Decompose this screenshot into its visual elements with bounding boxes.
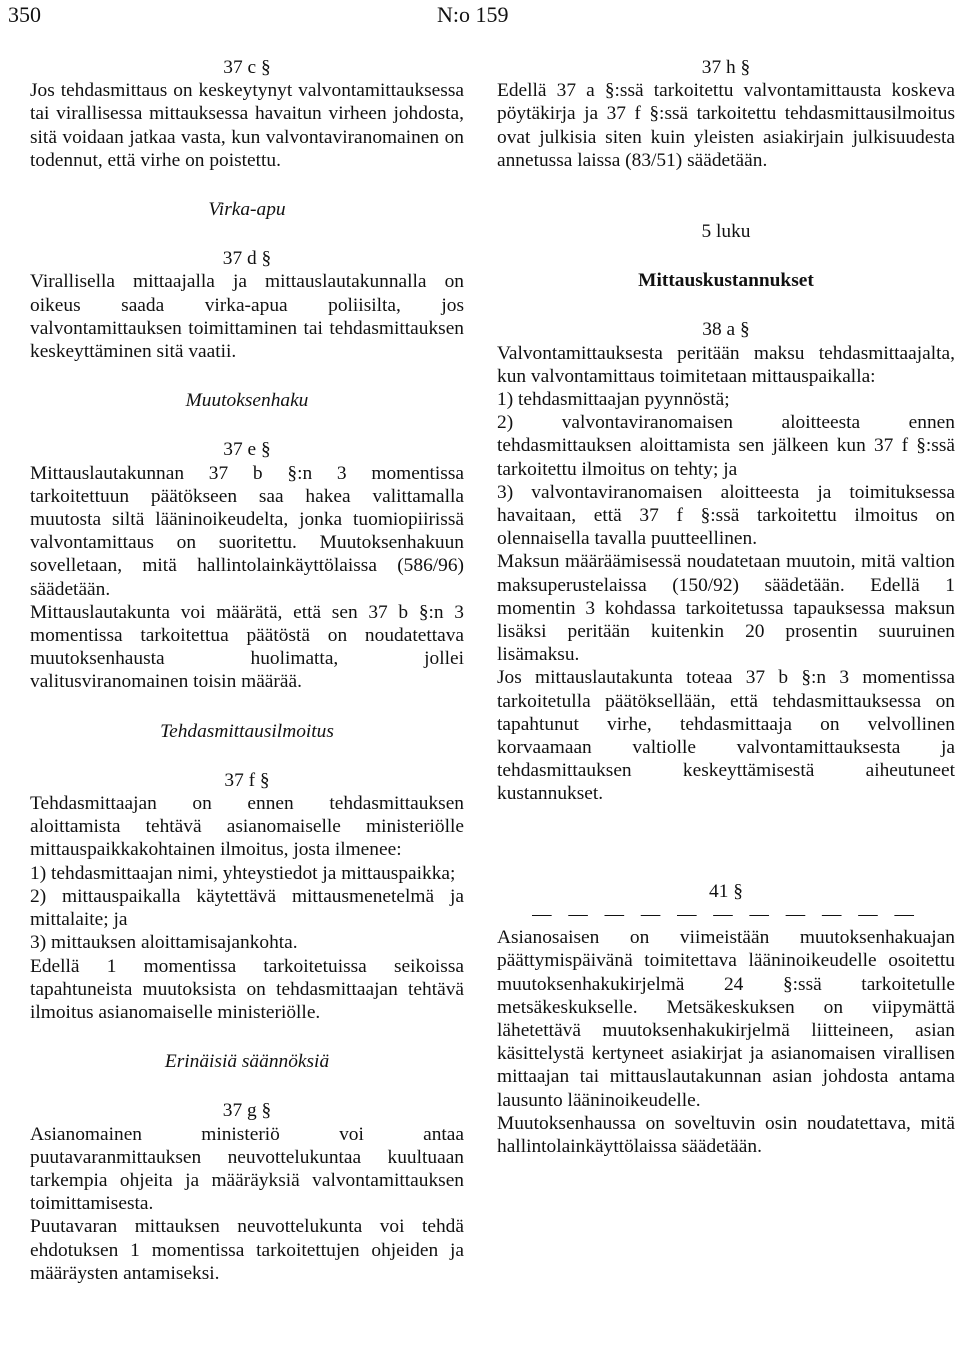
section-37g-paragraph-2: Puutavaran mittauksen neuvottelukunta voi tehdä ehdotuksen 1 momentissa tarkoitettujen ohjeiden ja määräysten antamiseksi. bbox=[30, 1216, 464, 1284]
section-number-38a: 38 a § bbox=[702, 319, 750, 341]
section-number-37d: 37 d § bbox=[222, 248, 272, 270]
section-37g-paragraph-1: Asianomainen ministeriö voi antaa puutavaranmittauksen neuvottelukuntaa kuultuaan tarkempia ohjeita ja määräyksiä valvontamittauksen toimittamisesta. bbox=[30, 1123, 464, 1215]
section-number-37c: 37 c § bbox=[223, 57, 271, 78]
section-41-paragraph-1: Asianosaisen on viimeistään muutoksenhakuajan päättymispäivänä toimitettava lääninoikeudelle osoitettu muutoksenhakukirjelmä 24 §:ssä tarkoitetulle metsäkeskukselle. Metsäkeskuksen on viipymättä lähetettävä muutoksenhakukirjelmä liitteineen, asian käsittelystä kertyneet asiakirjat ja asianomaisen virallisen mittaajan tai mittauslautakunnan asian johdosta antama lausunto lääninoikeudelle. bbox=[497, 927, 955, 1111]
issue-number: N:o 159 bbox=[437, 2, 509, 27]
section-37f-item-2: 2) mittauspaikalla käytettävä mittausmenetelmä ja mittalaite; ja bbox=[30, 885, 464, 931]
section-37f-paragraph-2: Edellä 1 momentissa tarkoitetuissa seikoissa tapahtuneista muutoksista on tehdasmittaajan tehtävä ilmoitus asianomaiselle ministeriölle. bbox=[30, 955, 464, 1023]
section-41-paragraph-2: Muutoksenhaussa on soveltuvin osin noudatettava, mitä hallintolainkäyttölaissa säädetään. bbox=[497, 1112, 955, 1157]
section-number-41: 41 § bbox=[709, 880, 743, 902]
chapter-number: 5 luku bbox=[701, 221, 751, 243]
section-37e-paragraph-1: Mittauslautakunnan 37 b §:n 3 momentissa tarkoitettuun päätökseen saa hakea valittamalla muutosta siltä lääninoikeudelta, jonka tuomiopiirissä valvontamittaus on suoritettu. Muutoksenhakuun sovelletaan, mitä hallintolainkäyttölaissa (586/96) säädetään. bbox=[30, 462, 464, 600]
section-number-37f: 37 f § bbox=[224, 769, 270, 791]
section-38a-item-2: 2) valvontaviranomaisen aloitteesta ennen tehdasmittauksen aloittamista sen jälkeen kun 37 f §:ssä tarkoitettu ilmoitus on tehty; ja bbox=[497, 412, 955, 480]
section-number-37e: 37 e § bbox=[223, 439, 271, 461]
section-number-37g: 37 g § bbox=[222, 1100, 272, 1122]
heading-muutoksenhaku: Muutoksenhaku bbox=[185, 390, 309, 412]
heading-erinaisia-saannoksia: Erinäisiä säännöksiä bbox=[164, 1051, 330, 1073]
section-37h-text: Edellä 37 a §:ssä tarkoitettu valvontamittausta koskeva pöytäkirja ja 37 f §:ssä tarkoitettu tehdasmittausilmoitus ovat julkisia siten kuin yleisten asiakirjain julkisuudesta annetussa laissa (83/51) säädetään. bbox=[497, 80, 955, 171]
page-number: 350 bbox=[8, 2, 41, 27]
section-37f-item-1: 1) tehdasmittaajan nimi, yhteystiedot ja mittauspaikka; bbox=[30, 862, 456, 884]
heading-virka-apu: Virka-apu bbox=[208, 199, 286, 221]
left-column bbox=[30, 56, 464, 1285]
section-37f-paragraph-1: Tehdasmittaajan on ennen tehdasmittauksen aloittamista tehtävä asianomaiselle ministeriölle mittauspaikkakohtainen ilmoitus, josta ilmenee: bbox=[30, 793, 464, 861]
section-37d-text: Virallisella mittaajalla ja mittauslautakunnalla on oikeus saada virka-apua poliisilta, jos valvontamittauksen toimittaminen tai tehdasmittauksen keskeyttäminen sitä vaatii. bbox=[30, 271, 464, 363]
section-38a-paragraph-1: Valvontamittauksesta peritään maksu tehdasmittaajalta, kun valvontamittaus toimitetaan mittauspaikalla: bbox=[497, 342, 955, 387]
heading-tehdasmittausilmoitus: Tehdasmittausilmoitus bbox=[160, 720, 334, 742]
section-number-37h: 37 h § bbox=[701, 57, 751, 78]
right-column bbox=[497, 56, 955, 1158]
section-37e-paragraph-2: Mittauslautakunta voi määrätä, että sen 37 b §:n 3 momentissa tarkoitettua päätöstä on noudatettava muutoksenhausta huolimatta, jollei valitusviranomainen toisin määrää. bbox=[30, 601, 464, 693]
section-38a-paragraph-3: Jos mittauslautakunta toteaa 37 b §:n 3 momentissa tarkoitetulla päätöksellään, että tehdasmittauksessa on tapahtunut virhe, tehdasmittaaja on velvollinen korvaamaan valtiolle valvontamittauksesta ja tehdasmittauksen keskeyttämisestä aiheutuneet kustannukset. bbox=[497, 667, 955, 805]
section-38a-paragraph-2: Maksun määräämisessä noudatetaan muutoin, mitä valtion maksuperustelaissa (150/92) säädetään. Edellä 1 momentin 3 kohdassa tarkoitetussa tapauksessa maksun lisäksi peritään kuitenkin 20 prosentin suuruinen lisämaksu. bbox=[497, 551, 955, 666]
section-37f-item-3: 3) mittauksen aloittamisajankohta. bbox=[30, 932, 298, 954]
section-38a-item-3: 3) valvontaviranomaisen aloitteesta ja toimituksessa havaitaan, että 37 f §:ssä tarkoitettu ilmoitus on olennaisella tavalla puutteellinen. bbox=[497, 481, 955, 550]
omission-dashes: — — — — — — — — — — — bbox=[532, 903, 920, 925]
chapter-title: Mittauskustannukset bbox=[638, 270, 814, 292]
section-37c-text: Jos tehdasmittaus on keskeytynyt valvontamittauksessa tai virallisessa mittauksessa havaitun virheen johdosta, sitä voidaan jatkaa vasta, kun valvontaviranomainen on todennut, että virhe on poistettu. bbox=[30, 80, 464, 171]
section-38a-item-1: 1) tehdasmittaajan pyynnöstä; bbox=[497, 389, 730, 411]
